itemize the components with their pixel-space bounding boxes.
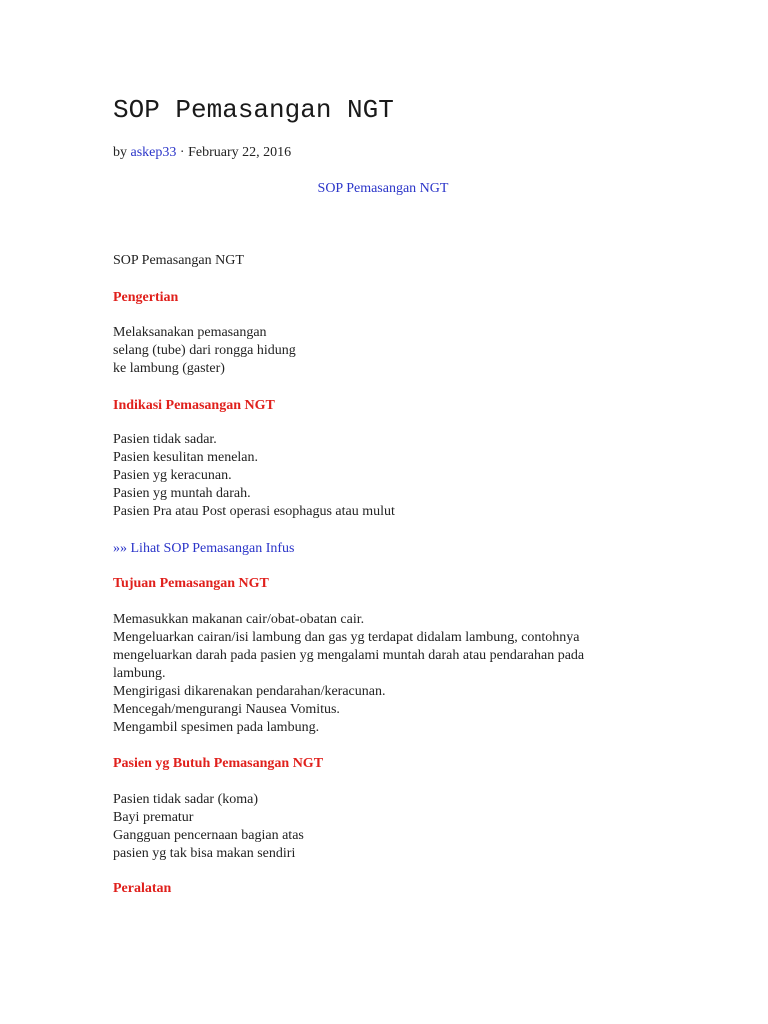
pasien-line: Gangguan pencernaan bagian atas [113,828,304,843]
pasien-line: Bayi prematur [113,810,194,825]
article-title: SOP Pemasangan NGT [113,95,394,125]
indikasi-line: Pasien yg muntah darah. [113,486,251,501]
intro-text: SOP Pemasangan NGT [113,253,244,268]
byline [113,144,291,162]
pasien-line: Pasien tidak sadar (koma) [113,792,259,807]
post-date: February 22, 2016 [188,145,292,160]
pengertian-line: ke lambung (gaster) [113,361,225,376]
pengertian-line: Melaksanakan pemasangan [113,325,267,340]
tujuan-line: Memasukkan makanan cair/obat-obatan cair. [113,612,365,627]
indikasi-line: Pasien Pra atau Post operasi esophagus atau mulut [113,504,395,519]
related-link-infus[interactable]: »» Lihat SOP Pemasangan Infus [113,541,295,556]
tujuan-line: Mencegah/mengurangi Nausea Vomitus. [113,702,340,717]
indikasi-line: Pasien kesulitan menelan. [113,450,259,465]
heading-indikasi: Indikasi Pemasangan NGT [113,398,275,413]
pengertian-line: selang (tube) dari rongga hidung [113,343,296,358]
pasien-line: pasien yg tak bisa makan sendiri [113,846,296,861]
title-link[interactable]: SOP Pemasangan NGT [317,181,449,196]
tujuan-line: Mengirigasi dikarenakan pendarahan/keracunan. [113,684,386,699]
byline-separator: · [176,145,189,160]
author-link[interactable]: askep33 [130,145,177,160]
tujuan-line: Mengambil spesimen pada lambung. [113,720,320,735]
tujuan-line: Mengeluarkan cairan/isi lambung dan gas yg terdapat didalam lambung, contohnya mengeluarkan darah pada pasien yg mengalami muntah darah atau pendarahan pada lambung. [113,630,585,681]
heading-pengertian: Pengertian [113,290,179,305]
heading-tujuan: Tujuan Pemasangan NGT [113,576,269,591]
indikasi-line: Pasien tidak sadar. [113,432,217,447]
byline-prefix: by [113,145,131,160]
heading-peralatan: Peralatan [113,881,172,896]
heading-pasien: Pasien yg Butuh Pemasangan NGT [113,756,324,771]
indikasi-line: Pasien yg keracunan. [113,468,232,483]
